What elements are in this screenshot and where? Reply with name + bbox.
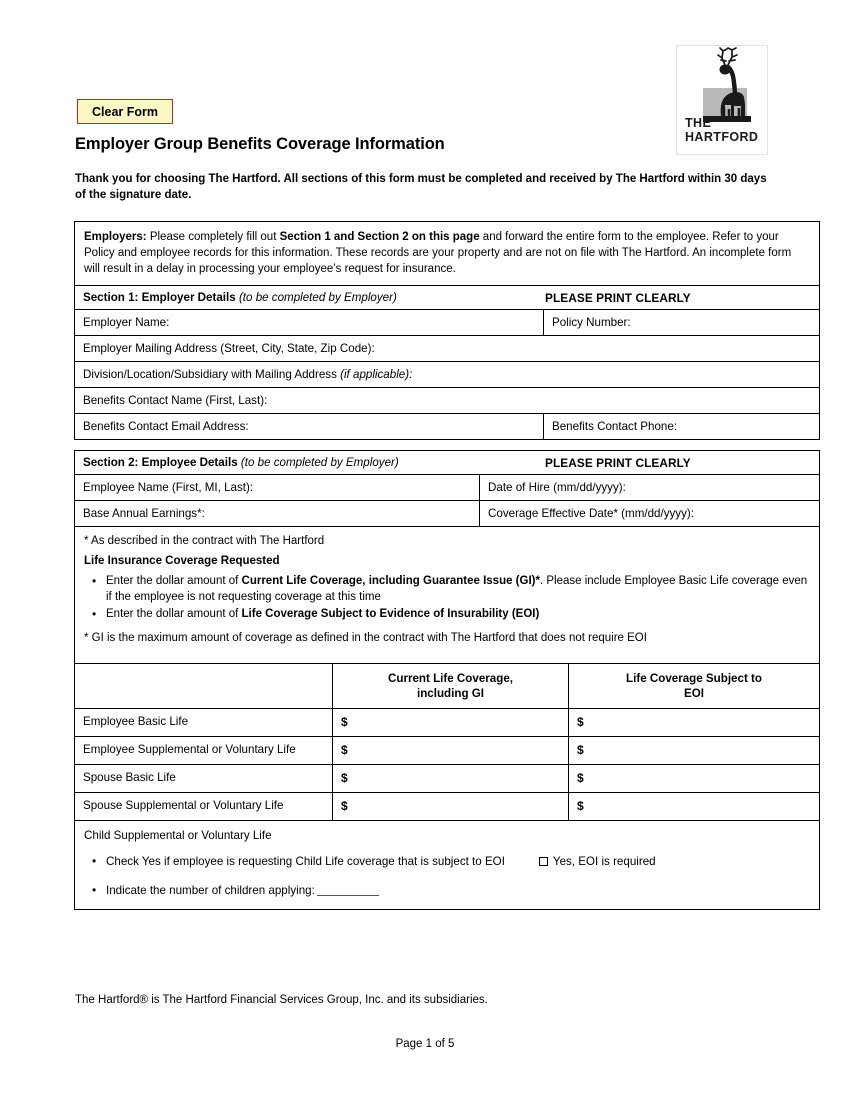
field-label: Date of Hire (mm/dd/yyyy): bbox=[488, 481, 626, 494]
gi-footnote: * GI is the maximum amount of coverage as defined in the contract with The Hartford that does not require EOI bbox=[84, 631, 647, 644]
coverage-table bbox=[75, 663, 819, 821]
field-label: Policy Number: bbox=[552, 316, 631, 329]
field-label: Division/Location/Subsidiary with Mailing Address bbox=[83, 368, 341, 381]
instructions-lead: Employers: bbox=[84, 231, 147, 243]
table-row bbox=[75, 737, 819, 765]
table-row bbox=[75, 362, 819, 388]
coverage-input-current-employee-supplemental[interactable]: $ bbox=[333, 737, 569, 764]
coverage-input-eoi-employee-supplemental[interactable]: $ bbox=[577, 743, 584, 757]
coverage-input-current-spouse-basic[interactable]: $ bbox=[333, 765, 569, 792]
coverage-row-label: Employee Basic Life bbox=[75, 709, 333, 736]
field-label: Coverage Effective Date* (mm/dd/yyyy): bbox=[488, 507, 694, 520]
field-benefits-contact-name[interactable] bbox=[75, 388, 819, 413]
coverage-row-label: Spouse Basic Life bbox=[75, 765, 333, 792]
field-label: Benefits Contact Email Address: bbox=[83, 420, 249, 433]
field-label: Benefits Contact Name (First, Last): bbox=[83, 394, 268, 407]
bullet-text bbox=[106, 574, 810, 605]
bullet-icon: • bbox=[92, 607, 97, 621]
child-bullet-1-text: Check Yes if employee is requesting Child Life coverage that is subject to EOI bbox=[106, 854, 505, 868]
logo-line-hartford: HARTFORD bbox=[685, 129, 759, 144]
section-1-print-clearly: PLEASE PRINT CLEARLY bbox=[545, 290, 691, 305]
bullet-icon: • bbox=[92, 883, 97, 897]
field-benefits-contact-email[interactable] bbox=[75, 414, 544, 439]
coverage-table-header bbox=[75, 664, 819, 709]
life-coverage-heading: Life Insurance Coverage Requested bbox=[84, 554, 280, 567]
bullet-pre: Enter the dollar amount of bbox=[106, 608, 242, 620]
field-policy-number[interactable] bbox=[544, 310, 819, 335]
section-1-heading-note: (to be completed by Employer) bbox=[238, 291, 397, 304]
child-coverage-block bbox=[75, 821, 819, 909]
bullet-icon: • bbox=[92, 853, 97, 868]
field-label: Benefits Contact Phone: bbox=[552, 420, 678, 433]
coverage-input-eoi-employee-basic[interactable]: $ bbox=[577, 715, 584, 729]
field-employee-name[interactable] bbox=[75, 475, 480, 500]
footer-disclaimer: The Hartford® is The Hartford Financial Services Group, Inc. and its subsidiaries. bbox=[75, 994, 488, 1006]
section-2-header-row bbox=[75, 451, 819, 475]
coverage-col-eoi bbox=[569, 664, 819, 708]
clear-form-button[interactable]: Clear Form bbox=[77, 99, 173, 124]
coverage-col-current-life-line2: including GI bbox=[417, 687, 484, 700]
intro-paragraph: Thank you for choosing The Hartford. All sections of this form must be completed and received by The Hartford within 30 days of the signature date. bbox=[75, 173, 767, 201]
page-number: Page 1 of 5 bbox=[395, 1038, 455, 1050]
coverage-col-current-life bbox=[333, 664, 569, 708]
table-row bbox=[75, 388, 819, 414]
field-label: Employer Name: bbox=[83, 316, 170, 329]
instructions-part2: and forward the entire form to the employee. Refer to your Policy and employee records for this information. These records are your property and are not on file with The Hartford. An incomplete form will result in a delay in processing your employee’s request for insurance. bbox=[84, 231, 792, 275]
table-row bbox=[75, 414, 819, 439]
field-label: Base Annual Earnings*: bbox=[83, 507, 205, 520]
section-2-box bbox=[74, 450, 820, 910]
table-row bbox=[75, 310, 819, 336]
coverage-row-label: Spouse Supplemental or Voluntary Life bbox=[75, 793, 333, 820]
bullet-bold: Life Coverage Subject to Evidence of Insurability (EOI) bbox=[241, 608, 540, 620]
bullet-post: . Please include Employee Basic Life coverage even if the employee is not requesting coverage at this time bbox=[106, 575, 808, 603]
table-row bbox=[75, 765, 819, 793]
logo-line-the: THE bbox=[685, 116, 712, 130]
instructions-part1: Please completely fill out bbox=[146, 231, 280, 243]
coverage-col-eoi-line1: Life Coverage Subject to bbox=[626, 672, 762, 685]
field-employer-name[interactable] bbox=[75, 310, 544, 335]
eoi-required-checkbox-label: Yes, EOI is required bbox=[552, 854, 656, 868]
coverage-input-current-employee-basic[interactable]: $ bbox=[333, 709, 569, 736]
field-coverage-effective-date[interactable] bbox=[480, 501, 819, 526]
coverage-col-blank bbox=[75, 664, 333, 708]
list-item bbox=[84, 607, 810, 623]
field-employer-mailing-address[interactable] bbox=[75, 336, 819, 361]
field-label-note: (if applicable): bbox=[340, 368, 413, 381]
coverage-row-label: Employee Supplemental or Voluntary Life bbox=[75, 737, 333, 764]
bullet-text bbox=[106, 607, 810, 623]
bullet-bold: Current Life Coverage, including Guarantee Issue (GI)* bbox=[241, 575, 540, 587]
logo-wordmark bbox=[685, 117, 758, 144]
coverage-col-eoi-line2: EOI bbox=[684, 687, 704, 700]
list-item bbox=[84, 883, 810, 899]
section-2-heading: Section 2: Employee Details bbox=[83, 456, 238, 469]
field-date-of-hire[interactable] bbox=[480, 475, 819, 500]
field-division-location-subsidiary[interactable] bbox=[75, 362, 819, 387]
life-coverage-panel bbox=[75, 527, 819, 909]
employer-instructions bbox=[75, 222, 819, 286]
coverage-col-current-life-line1: Current Life Coverage, bbox=[388, 672, 513, 685]
section-2-heading-note: (to be completed by Employer) bbox=[240, 456, 399, 469]
children-count-input[interactable] bbox=[317, 884, 379, 896]
field-base-annual-earnings[interactable] bbox=[75, 501, 480, 526]
section-1-box bbox=[74, 221, 820, 440]
eoi-required-checkbox[interactable] bbox=[539, 857, 548, 866]
table-row bbox=[75, 793, 819, 820]
table-row bbox=[75, 501, 819, 527]
coverage-input-eoi-spouse-basic[interactable]: $ bbox=[577, 771, 584, 785]
hartford-logo bbox=[676, 45, 768, 155]
bullet-pre: Enter the dollar amount of bbox=[106, 575, 242, 587]
field-label: Employee Name (First, MI, Last): bbox=[83, 481, 254, 494]
field-benefits-contact-phone[interactable] bbox=[544, 414, 819, 439]
list-item bbox=[84, 854, 810, 870]
section-2-print-clearly: PLEASE PRINT CLEARLY bbox=[545, 455, 691, 470]
section-1-heading: Section 1: Employer Details bbox=[83, 291, 236, 304]
life-coverage-notes bbox=[75, 527, 819, 655]
page-title: Employer Group Benefits Coverage Information bbox=[75, 135, 445, 153]
child-coverage-title: Child Supplemental or Voluntary Life bbox=[84, 829, 272, 842]
list-item bbox=[84, 574, 810, 605]
bullet-text bbox=[106, 854, 810, 870]
instructions-emphasis: Section 1 and Section 2 on this page bbox=[279, 231, 480, 243]
bullet-icon: • bbox=[92, 574, 97, 588]
table-row bbox=[75, 709, 819, 737]
coverage-input-eoi-spouse-supplemental[interactable]: $ bbox=[577, 799, 584, 813]
section-1-header-row bbox=[75, 286, 819, 310]
table-row bbox=[75, 475, 819, 501]
field-label: Employer Mailing Address (Street, City, State, Zip Code): bbox=[83, 342, 375, 355]
asterisk-note: * As described in the contract with The Hartford bbox=[84, 535, 325, 547]
bullet-text bbox=[106, 883, 810, 899]
child-bullet-2-text: Indicate the number of children applying: bbox=[106, 884, 315, 897]
coverage-input-current-spouse-supplemental[interactable]: $ bbox=[333, 793, 569, 820]
table-row bbox=[75, 336, 819, 362]
